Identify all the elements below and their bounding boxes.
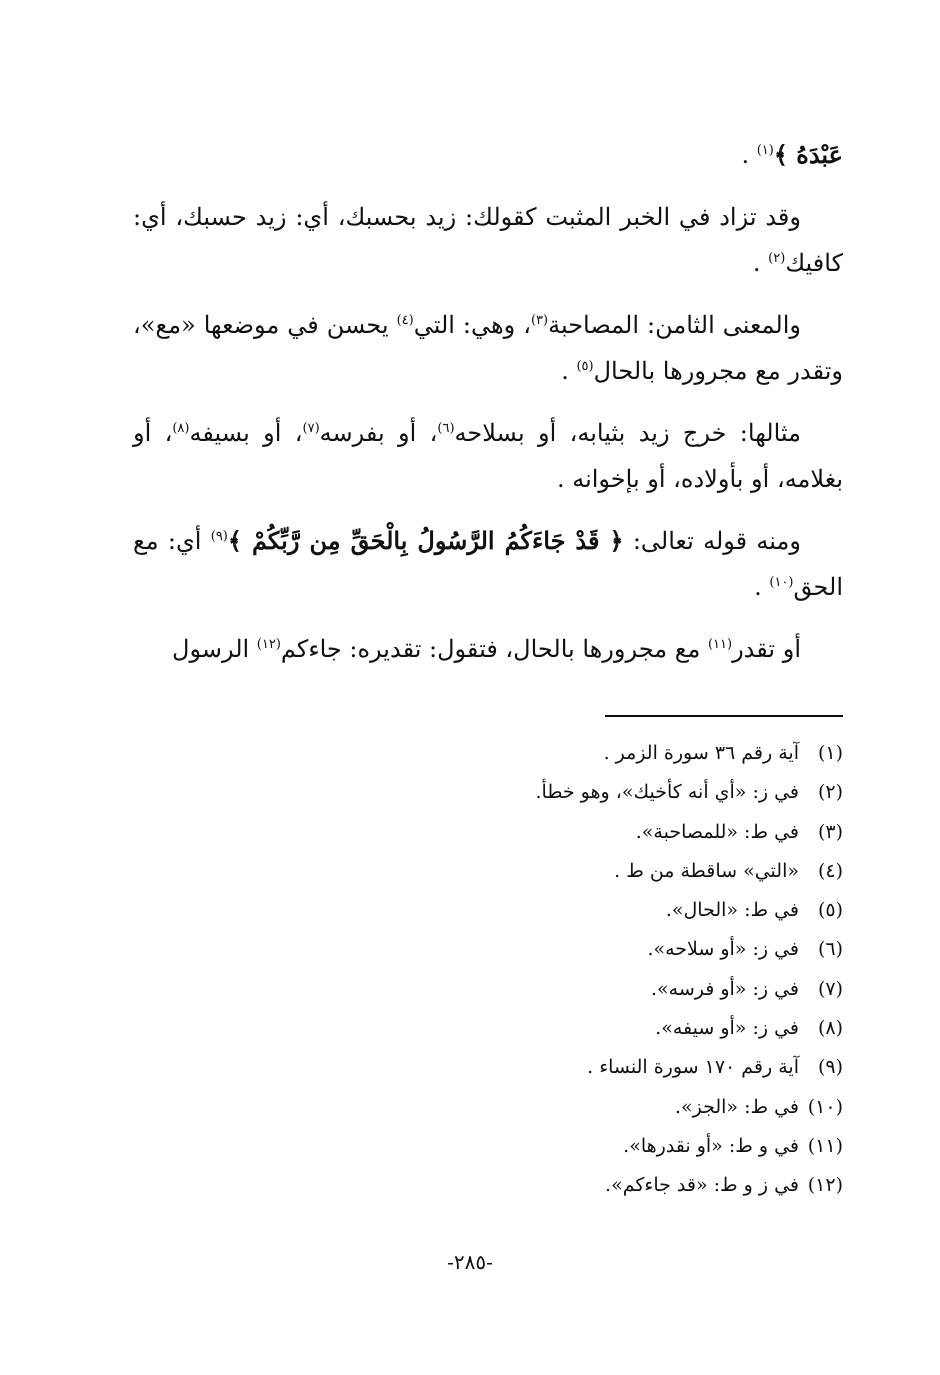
paragraph-text: أو تقدر — [732, 635, 801, 663]
footnote-number: (١) — [817, 742, 843, 764]
footnote-text: آية رقم ٣٦ سورة الزمر . — [603, 742, 799, 764]
paragraph-1 — [133, 132, 843, 178]
paragraph-tail: . — [754, 573, 770, 601]
footnote-text: في و ط: «أو نقدرها». — [623, 1134, 799, 1157]
footnote-number: (١٠) — [807, 1095, 843, 1118]
paragraph-tail: الرسول — [172, 635, 257, 663]
footnote-item — [133, 1088, 843, 1127]
footnote-number: (٧) — [817, 977, 843, 1000]
footnote-ref: (٣) — [530, 313, 549, 328]
footnote-text: في ز: «أو سلاحه». — [647, 938, 799, 961]
footnote-ref: (١) — [756, 143, 774, 158]
paragraph-tail: . — [741, 141, 757, 169]
footnote-ref: (٩) — [210, 529, 228, 544]
footnote-text: «التي» ساقطة من ط . — [614, 859, 799, 882]
footnote-text: في ز و ط: «قد جاءكم». — [605, 1174, 799, 1197]
footnote-ref: (١٢) — [256, 637, 281, 652]
footnote-text: في ط: «للمصاحبة». — [635, 820, 799, 843]
paragraph-text: مثالها: خرج زيد بثيابه، أو بسلاحه — [454, 419, 801, 447]
footnote-number: (٨) — [817, 1017, 843, 1040]
paragraph-2 — [133, 194, 843, 286]
footnotes-list — [133, 734, 843, 1206]
quran-fragment: عَبْدَهُ ﴾ — [773, 140, 843, 169]
footnote-item — [133, 852, 843, 891]
paragraph-text: ، وهي: التي — [413, 311, 531, 339]
footnote-number: (٣) — [817, 820, 843, 843]
footnote-number: (٢) — [817, 781, 843, 804]
footnote-item — [133, 1127, 843, 1166]
footnote-number: (٥) — [817, 899, 843, 922]
footnote-item — [133, 891, 843, 930]
page-number: -٢٨٥- — [447, 1250, 493, 1274]
footnote-ref: (٨) — [172, 421, 190, 436]
footnote-item — [133, 930, 843, 969]
footnote-number: (١١) — [807, 1134, 843, 1157]
footnote-ref: (٧) — [302, 421, 320, 436]
footnote-item — [133, 970, 843, 1009]
footnote-separator — [605, 715, 843, 717]
footnote-text: في ز: «أو سيفه». — [655, 1017, 799, 1040]
paragraph-text: مع مجرورها بالحال، فتقول: تقديره: جاءكم — [280, 635, 708, 663]
footnote-text: في ز: «أو فرسه». — [650, 977, 799, 1000]
paragraph-3 — [133, 302, 843, 394]
footnote-ref: (٢) — [768, 251, 786, 266]
main-text — [133, 132, 843, 688]
paragraph-text: ومنه قوله تعالى: — [623, 527, 801, 555]
footnote-number: (١٢) — [807, 1174, 843, 1197]
footnote-ref: (١٠) — [769, 575, 794, 590]
paragraph-text: ، أو بسيفه — [189, 419, 303, 447]
paragraph-text: وقد تزاد في الخبر المثبت كقولك: زيد بحسبك، أي: زيد حسبك، أي: كافيك — [133, 203, 843, 277]
paragraph-6 — [133, 626, 843, 672]
quran-verse: ﴿ قَدْ جَاءَكُمُ الرَّسُولُ بِالْحَقِّ مِن رَّبِّكُمْ ﴾ — [227, 526, 624, 555]
paragraph-tail: . — [561, 357, 577, 385]
paragraph-text: أي: مع الحق — [133, 527, 843, 601]
paragraph-4 — [133, 410, 843, 502]
paragraph-5 — [133, 518, 843, 610]
footnote-number: (٤) — [817, 859, 843, 882]
footnote-item — [133, 813, 843, 852]
paragraph-text: ، أو بفرسه — [319, 419, 438, 447]
footnote-ref: (١١) — [707, 637, 733, 652]
footnote-ref: (٤) — [396, 313, 414, 328]
footnote-text: آية رقم ١٧٠ سورة النساء . — [587, 1056, 799, 1079]
footnote-item — [133, 1166, 843, 1205]
footnote-item — [133, 1009, 843, 1048]
footnote-number: (٩) — [817, 1056, 843, 1079]
footnote-text: في ز: «أي أنه كأخيك»، وهو خطأ. — [535, 781, 799, 804]
paragraph-tail: . — [752, 249, 769, 277]
footnote-ref: (٥) — [576, 359, 594, 374]
footnote-ref: (٦) — [437, 421, 455, 436]
paragraph-tail: ، أو بغلامه، أو بأولاده، أو بإخوانه . — [133, 419, 843, 493]
footnote-item — [133, 1048, 843, 1087]
footnote-item — [133, 734, 843, 773]
footnote-item — [133, 773, 843, 812]
paragraph-text: والمعنى الثامن: المصاحبة — [548, 311, 801, 339]
footnote-number: (٦) — [817, 938, 843, 961]
paragraph-text: يحسن في موضعها «مع»، وتقدر مع مجرورها بالحال — [133, 311, 843, 385]
footnote-text: في ط: «الحال». — [665, 899, 799, 922]
footnote-text: في ط: «الجز». — [674, 1095, 799, 1118]
